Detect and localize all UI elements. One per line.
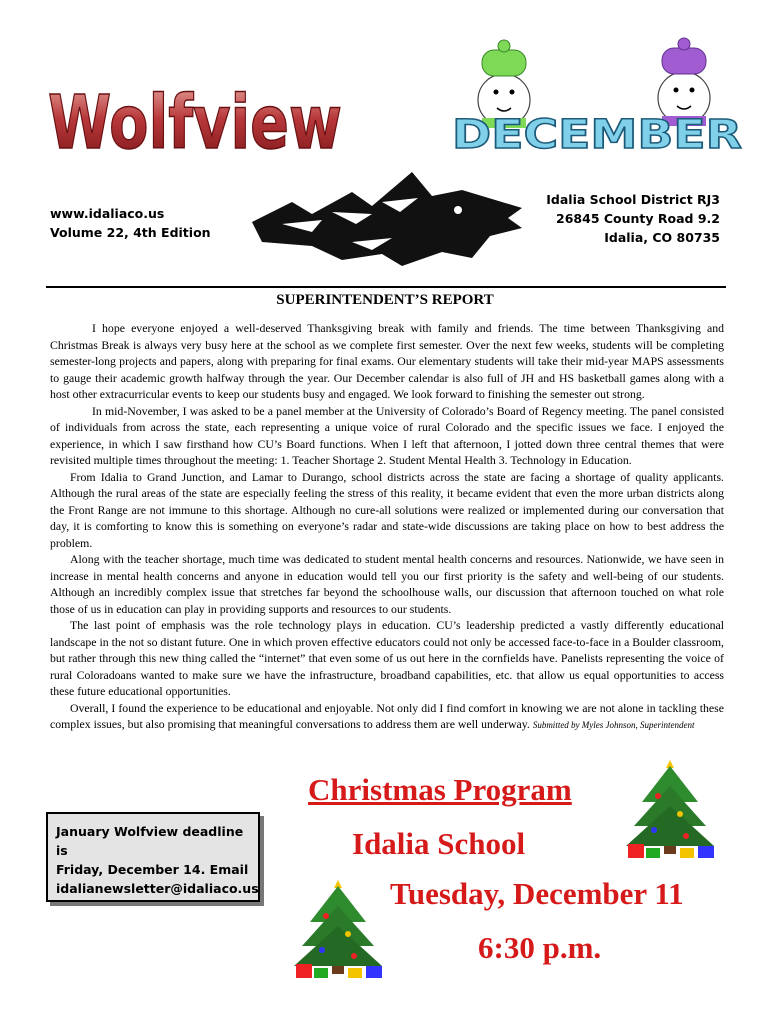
report-body — [50, 320, 724, 734]
district-name: Idalia School District RJ3 — [546, 192, 720, 207]
report-paragraph: From Idalia to Grand Junction, and Lamar to Durango, school districts across the state are facing a shortage of quality applicants. Although the rural areas of the state are especially feeling the stress of this reality, it became evident that even the more urban districts along the Front Range are not immune to this shortage. Although no cure-all solutions were realized or implemented during our conversation that day, it is comforting to know this is something on everyone’s radar and state-wide discussions are taking place on how to best address the problem. — [50, 469, 724, 550]
month-banner — [448, 22, 748, 162]
masthead-title — [46, 28, 346, 168]
svg-text:Wolfview: Wolfview — [48, 80, 342, 166]
deadline-email[interactable]: idalianewsletter@idaliaco.us — [56, 881, 259, 896]
report-paragraph: In mid-November, I was asked to be a panel member at the University of Colorado’s Board of Regency meeting. The panel consisted of individuals from across the state, each representing a unique voice of rural Colorado and the specific issues we face. I enjoyed the experience, in which I saw firsthand how CU’s Board functions. When I left that afternoon, I jotted down three central themes that were revisited multiple times throughout the meeting: 1. Teacher Shortage 2. Student Mental Health 3. Technology in Education. — [50, 403, 724, 467]
svg-text:DECEMBER: DECEMBER — [452, 112, 742, 158]
divider — [46, 286, 726, 288]
report-paragraph: Along with the teacher shortage, much time was dedicated to student mental health concerns and resources. Nationwide, we have seen in increase in mental health concerns and anyone in education would tell you our first priority is the safety and well-being of our students. Although an incredibly complex issue that stretches far beyond the schoolhouse walls, our discussion that afternoon touched on what role those of us in education can play in providing supports and resources to our students. — [50, 552, 724, 616]
report-paragraph: The last point of emphasis was the role technology plays in education. CU’s leadership predicted a vastly differently educational landscape in the not so distant future. One in which proven effective educators could not only be accessed face-to-face in a Boulder classroom, but rather through this new thing called the “internet” that even some of us out here in the cornfields have. Panelists representing the voice of rural Coloradoans wanted to make sure we have the infrastructure, broadband capabilities, etc. that allow us equal opportunities to access these future educational opportunities. — [50, 618, 724, 698]
volume-label: Volume 22, 4th Edition — [50, 225, 211, 240]
deadline-line: January Wolfview deadline is — [56, 824, 244, 858]
deadline-box — [46, 812, 260, 902]
report-signature: Submitted by Myles Johnson, Superintendent — [532, 720, 695, 730]
christmas-tree-icon — [618, 756, 722, 860]
report-closing: Overall, I found the experience to be educational and enjoyable. Not only did I find comfort in knowing we are not alone in tackling these complex issues, but also promising that meaningful conversations to address them are well underway. — [50, 700, 724, 731]
report-paragraph-last — [50, 700, 724, 734]
city-address: Idalia, CO 80735 — [604, 230, 720, 245]
report-paragraph: I hope everyone enjoyed a well-deserved Thanksgiving break with family and friends. The time between Thanksgiving and Christmas Break is always very busy here at the school as we complete first semester. Over the next few weeks, students will be completing semester-long projects and papers, along with preparing for final exams. Our elementary students will take their mid-year MAPS assessments to gauge their academic growth halfway through the year. Our December calendar is also full of JH and HS basketball games along with a host other extracurricular events to keep our students busy and engaged. We look forward to finishing the semester out strong. — [50, 321, 724, 401]
program-time: 6:30 p.m. — [478, 930, 602, 965]
street-address: 26845 County Road 9.2 — [556, 211, 720, 226]
deadline-line: Friday, December 14. Email — [56, 862, 249, 877]
wolf-head-icon — [232, 162, 532, 274]
website-link[interactable]: www.idaliaco.us — [50, 206, 165, 221]
christmas-tree-icon — [286, 876, 390, 980]
masthead-left-info — [50, 204, 250, 242]
masthead-address — [520, 190, 720, 247]
program-date: Tuesday, December 11 — [390, 876, 684, 911]
report-title: SUPERINTENDENT’S REPORT — [276, 292, 494, 308]
program-title: Christmas Program — [308, 772, 572, 807]
program-school: Idalia School — [352, 826, 526, 861]
